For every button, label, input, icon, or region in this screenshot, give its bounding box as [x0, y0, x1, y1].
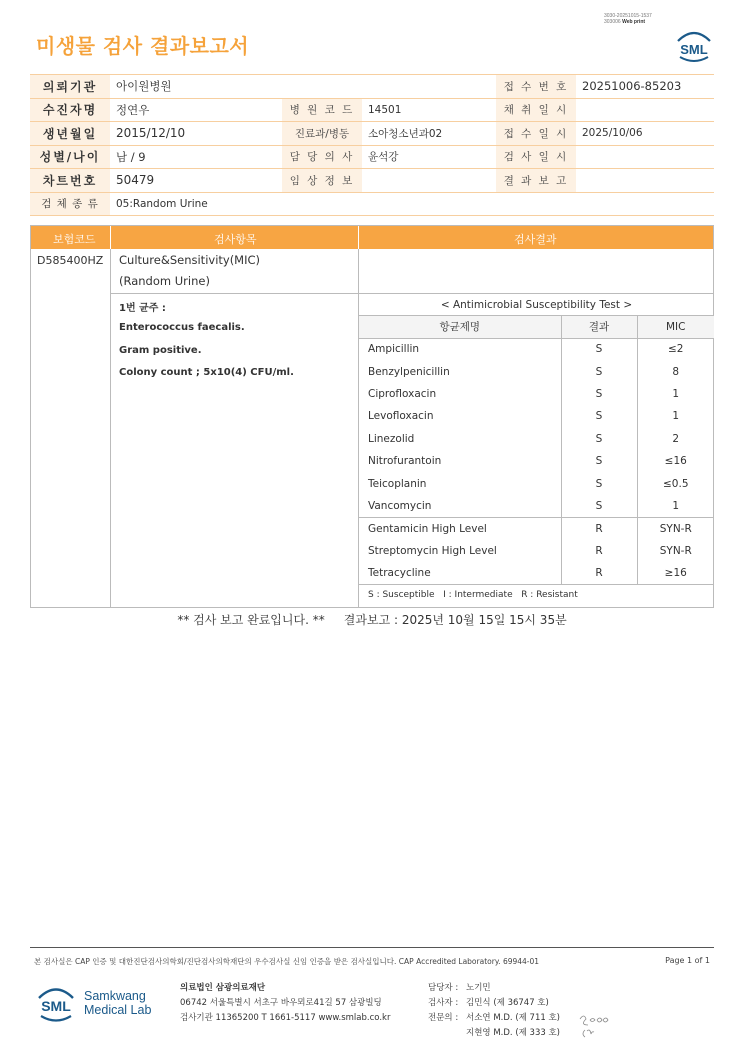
- col-code-header: 보험코드: [53, 233, 96, 246]
- dept-value: 소아청소년과02: [362, 122, 496, 146]
- divider: [110, 249, 111, 607]
- ast-result: S: [561, 338, 637, 360]
- ast-row: [359, 428, 714, 450]
- ast-result: S: [561, 450, 637, 472]
- print-code-line1: 3030-20251015-1537: [604, 13, 652, 19]
- staff-role: 검사자 :: [428, 998, 459, 1008]
- ast-header-row: [359, 316, 714, 338]
- report-time: 결과보고 : 2025년 10월 15일 15시 35분: [343, 613, 567, 627]
- footer-divider: [30, 947, 714, 948]
- ast-row: [359, 450, 714, 472]
- ast-col-mic: MIC: [637, 316, 714, 338]
- organism-header: 1번 균주 :: [119, 303, 166, 314]
- receipt-no-label: 접 수 번 호: [496, 75, 576, 99]
- patient-info-table: [30, 74, 714, 216]
- ast-result: R: [561, 562, 637, 584]
- hospital-code-value: 14501: [362, 98, 496, 122]
- ast-drug: Ampicillin: [368, 343, 420, 356]
- clinical-label: 임 상 정 보: [282, 169, 362, 193]
- staff-name: 노기민: [466, 983, 491, 993]
- info-row: [30, 98, 714, 122]
- report-value: [576, 169, 714, 193]
- ast-col-result: 결과: [561, 316, 637, 338]
- ast-legend: S : Susceptible I : Intermediate R : Resistant: [359, 584, 714, 605]
- ast-row: [359, 360, 714, 382]
- ast-col-drug: 항균제명: [359, 316, 561, 338]
- chart-value: 50479: [110, 169, 282, 193]
- print-code-line2: 303006: [604, 19, 621, 25]
- ast-result: S: [561, 472, 637, 494]
- ast-result: S: [561, 383, 637, 405]
- ast-result: S: [561, 495, 637, 517]
- ast-table: [359, 316, 714, 605]
- staff-name: 지현영 M.D. (제 333 호): [466, 1028, 561, 1038]
- ast-mic: SYN-R: [637, 540, 714, 562]
- ast-drug: Streptomycin High Level: [368, 544, 497, 557]
- doctor-value: 윤석강: [362, 145, 496, 169]
- org-name: 의료법인 삼광의료재단: [180, 983, 266, 993]
- doctor-label: 담 당 의 사: [282, 145, 362, 169]
- patient-value: 정연우: [110, 98, 282, 122]
- brand-line2: Medical Lab: [84, 1003, 152, 1017]
- ast-row: [359, 405, 714, 427]
- signature-icon: [576, 1010, 610, 1040]
- ast-drug: Levofloxacin: [368, 410, 434, 423]
- organization-info: [180, 981, 390, 1026]
- ast-panel: [359, 294, 714, 605]
- info-row: [30, 122, 714, 146]
- ast-drug: Linezolid: [368, 432, 415, 445]
- test-date-label: 검 사 일 시: [496, 145, 576, 169]
- ast-row: [359, 540, 714, 562]
- staff-row: [428, 996, 560, 1011]
- info-row: [30, 169, 714, 193]
- clinical-value: [362, 169, 496, 193]
- staff-role: 담당자 :: [428, 983, 459, 993]
- org-address: 06742 서울특별시 서초구 바우뫼로41길 57 삼광빌딩: [180, 998, 382, 1008]
- requester-label: 의뢰기관: [30, 75, 110, 99]
- ast-drug: Ciprofloxacin: [368, 387, 437, 400]
- staff-name: 김민식 (제 36747 호): [466, 998, 549, 1008]
- ast-drug: Nitrofurantoin: [368, 455, 442, 468]
- birth-label: 생년월일: [30, 122, 110, 146]
- ast-drug: Benzylpenicillin: [368, 365, 450, 378]
- report-label: 결 과 보 고: [496, 169, 576, 193]
- hospital-code-label: 병 원 코 드: [282, 98, 362, 122]
- staff-name: 서소연 M.D. (제 711 호): [466, 1013, 561, 1023]
- results-header: [31, 226, 713, 249]
- ast-legend-row: [359, 584, 714, 605]
- staff-row: [428, 1011, 560, 1026]
- col-result-header: 검사결과: [514, 233, 557, 246]
- ast-drug: Vancomycin: [368, 499, 432, 512]
- staff-role: 전문의 :: [428, 1013, 459, 1023]
- ast-mic: 1: [637, 495, 714, 517]
- org-contact: 검사기관 11365200 T 1661-5117 www.smlab.co.kr: [180, 1013, 391, 1023]
- test-date-value: [576, 145, 714, 169]
- ast-row: [359, 338, 714, 360]
- page-number: Page 1 of 1: [665, 956, 710, 965]
- specimen-label: 검 체 종 류: [30, 192, 110, 216]
- completion-text: ** 검사 보고 완료입니다. **: [177, 613, 325, 627]
- accreditation-note: 본 검사실은 CAP 인증 및 대한진단검사의학회/진단검사의학재단의 우수검사실 신임 인증을 받은 검사실입니다. CAP Accredited Laboratory. 69944-01: [34, 957, 540, 966]
- collect-date-value: [576, 98, 714, 122]
- ast-drug: Tetracycline: [368, 566, 431, 579]
- brand-name: [84, 989, 151, 1017]
- ast-result: S: [561, 360, 637, 382]
- sex-age-label: 성별/나이: [30, 145, 110, 169]
- ast-row: [359, 495, 714, 517]
- completion-line: [0, 611, 744, 628]
- ast-row: [359, 472, 714, 494]
- ast-mic: ≤0.5: [637, 472, 714, 494]
- sml-logo-text: SML: [680, 42, 708, 57]
- chart-label: 차트번호: [30, 169, 110, 193]
- page-title: 미생물 검사 결과보고서: [36, 34, 250, 58]
- staff-list: [428, 981, 560, 1041]
- web-print-label: Web print: [622, 19, 646, 25]
- ast-result: S: [561, 405, 637, 427]
- info-row: [30, 192, 714, 216]
- ast-mic: 1: [637, 405, 714, 427]
- collect-date-label: 채 취 일 시: [496, 98, 576, 122]
- sex-age-value: 남 / 9: [110, 145, 282, 169]
- ast-row: [359, 562, 714, 584]
- staff-row: [428, 981, 560, 996]
- insurance-code: D585400HZ: [37, 254, 104, 267]
- ast-result: R: [561, 517, 637, 539]
- ast-mic: 1: [637, 383, 714, 405]
- test-item-name: Culture&Sensitivity(MIC): [119, 253, 261, 267]
- col-item-header: 검사항목: [214, 233, 257, 246]
- ast-mic: ≥16: [637, 562, 714, 584]
- birth-value: 2015/12/10: [110, 122, 282, 146]
- receipt-date-value: 2025/10/06: [576, 122, 714, 146]
- ast-mic: ≤2: [637, 338, 714, 360]
- ast-result: R: [561, 540, 637, 562]
- results-table: [30, 225, 714, 608]
- ast-result: S: [561, 428, 637, 450]
- ast-mic: 2: [637, 428, 714, 450]
- print-code: [604, 13, 652, 25]
- info-row: [30, 75, 714, 99]
- receipt-no-value: 20251006-85203: [576, 75, 714, 99]
- sml-footer-logo-icon: [36, 981, 76, 1025]
- requester-value: 아이원병원: [110, 75, 496, 99]
- sml-logo-icon: [674, 27, 714, 63]
- gram-stain: Gram positive.: [119, 345, 202, 356]
- ast-row: [359, 383, 714, 405]
- ast-mic: 8: [637, 360, 714, 382]
- ast-drug: Teicoplanin: [368, 477, 427, 490]
- svg-text:SML: SML: [41, 998, 71, 1014]
- ast-mic: SYN-R: [637, 517, 714, 539]
- test-item-specimen: (Random Urine): [119, 274, 210, 288]
- brand-line1: Samkwang: [84, 989, 146, 1003]
- info-row: [30, 145, 714, 169]
- divider: [358, 249, 359, 293]
- ast-caption: < Antimicrobial Susceptibility Test >: [359, 294, 714, 316]
- receipt-date-label: 접 수 일 시: [496, 122, 576, 146]
- specimen-value: 05:Random Urine: [110, 192, 714, 216]
- ast-row: [359, 517, 714, 539]
- ast-mic: ≤16: [637, 450, 714, 472]
- patient-label: 수진자명: [30, 98, 110, 122]
- dept-label: 진료과/병동: [282, 122, 362, 146]
- colony-count: Colony count ; 5x10(4) CFU/ml.: [119, 367, 294, 378]
- organism-name: Enterococcus faecalis.: [119, 322, 245, 333]
- staff-row: [428, 1026, 560, 1041]
- ast-drug: Gentamicin High Level: [359, 517, 561, 539]
